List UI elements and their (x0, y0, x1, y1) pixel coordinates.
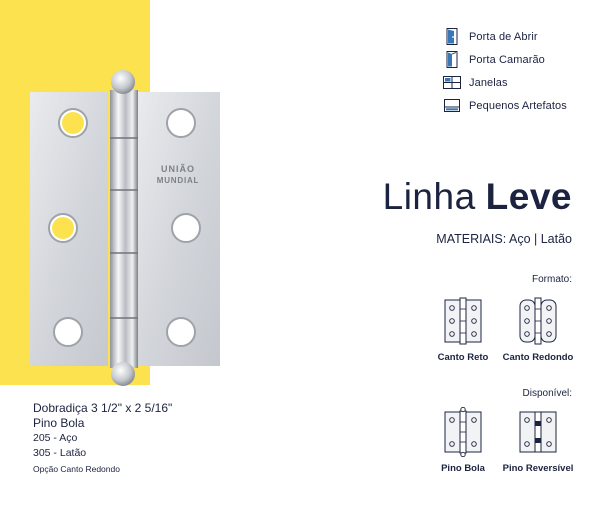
product-caption (33, 401, 172, 474)
option-label: Pino Bola (441, 463, 485, 474)
usage-item-porta-de-abrir (441, 25, 567, 48)
product-pin-type: Pino Bola (33, 416, 85, 430)
materials-text: MATERIAIS: Aço | Latão (436, 232, 572, 246)
brand-logo-line2: MUNDIAL (156, 176, 200, 185)
usage-label: Janelas (469, 76, 508, 89)
usage-label: Pequenos Artefatos (469, 99, 567, 112)
brand-logo-line1: UNIÃO (161, 164, 195, 174)
usage-item-porta-camarao (441, 48, 567, 71)
small-box-icon (441, 99, 463, 112)
disponivel-heading: Disponível: (522, 388, 572, 399)
usage-list (441, 25, 567, 117)
usage-item-pequenos-artefatos (441, 94, 567, 117)
product-line-title (383, 176, 572, 218)
usage-label: Porta Camarão (469, 53, 545, 66)
window-icon (441, 76, 463, 89)
wardrobe-door-icon (441, 51, 463, 68)
option-label: Canto Reto (437, 352, 489, 363)
hinge-reversible-pin-icon (519, 407, 557, 457)
usage-label: Porta de Abrir (469, 30, 538, 43)
option-label: Canto Redondo (502, 352, 574, 363)
usage-item-janelas (441, 71, 567, 94)
hinge-square-corner-icon (444, 296, 482, 346)
option-pino-reversivel (493, 407, 583, 474)
title-bold: Leve (485, 176, 572, 217)
title-light: Linha (382, 176, 476, 217)
hinge-round-corner-icon (519, 296, 557, 346)
door-icon (441, 28, 463, 45)
pin-ball-bottom (111, 362, 135, 386)
product-option-note: Opção Canto Redondo (33, 464, 120, 474)
hinge-product-image (30, 68, 230, 390)
product-name: Dobradiça 3 1/2" x 2 5/16" (33, 401, 173, 415)
option-label: Pino Reversível (502, 463, 574, 474)
product-code-brass: 305 - Latão (33, 447, 87, 459)
option-canto-redondo (493, 296, 583, 363)
pin-ball-top (111, 70, 135, 94)
formato-heading: Formato: (531, 274, 572, 285)
hinge-ball-pin-icon (444, 407, 482, 457)
product-code-steel: 205 - Aço (33, 432, 78, 444)
